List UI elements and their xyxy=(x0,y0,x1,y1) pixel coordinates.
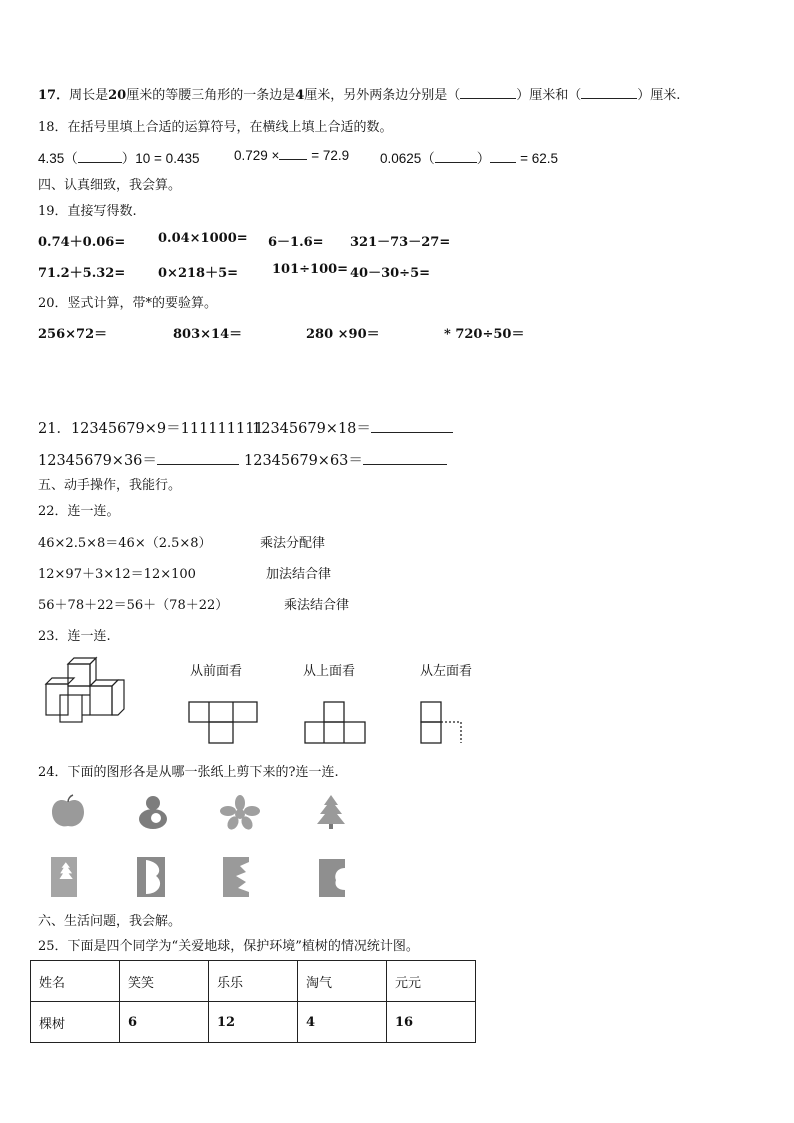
gourd-shape-icon xyxy=(136,794,170,830)
q21-l1b-text: 12345679×18＝ xyxy=(252,421,371,437)
q17-text-e: ）厘米. xyxy=(637,88,681,103)
left-view-figure xyxy=(420,701,466,745)
table-cell: 乐乐 xyxy=(209,961,298,1002)
q18-e3-mid: ） xyxy=(476,151,491,166)
q21-line-2a xyxy=(38,449,239,470)
tree-shape-icon xyxy=(316,794,346,830)
q20-item-4: * 720÷50＝ xyxy=(444,327,525,342)
table-cell: 4 xyxy=(298,1002,387,1043)
front-view-figure xyxy=(188,701,260,745)
q17-text-a: 周长是 xyxy=(69,88,109,103)
q17-text-b: 厘米的等腰三角形的一条边是 xyxy=(126,88,296,103)
q23-view-front-label: 从前面看 xyxy=(190,664,243,679)
paper-gourd-cut-icon xyxy=(136,856,166,898)
q19-r1-c2: 0.04×1000= xyxy=(158,231,248,246)
table-cell: 棵树 xyxy=(31,1002,120,1043)
q18-expression-1 xyxy=(38,147,199,167)
q18-title: 18．在括号里填上合适的运算符号，在横线上填上合适的数。 xyxy=(38,120,393,135)
q24-title: 24．下面的图形各是从哪一张纸上剪下来的?连一连. xyxy=(38,765,339,780)
paper-flower-cut-icon xyxy=(222,856,250,898)
q20-item-3: 280 ×90＝ xyxy=(306,327,380,342)
q20-item-1: 256×72＝ xyxy=(38,327,108,342)
q19-r2-c4: 40－30÷5= xyxy=(350,266,431,281)
apple-shape-icon xyxy=(50,795,86,829)
table-cell: 16 xyxy=(387,1002,476,1043)
table-cell: 12 xyxy=(209,1002,298,1043)
cube-stack-figure xyxy=(44,657,134,725)
q23-view-left-label: 从左面看 xyxy=(420,664,473,679)
q23-title: 23．连一连. xyxy=(38,629,111,644)
q22-right-3: 乘法结合律 xyxy=(284,598,350,613)
q18-blank-2[interactable] xyxy=(279,147,307,160)
q21-blank-2[interactable] xyxy=(157,452,239,465)
q18-e1-right: ）10 = 0.435 xyxy=(121,151,200,166)
table-cell: 笑笑 xyxy=(120,961,209,1002)
q18-blank-3[interactable] xyxy=(435,150,477,163)
q22-left-3: 56＋78＋22＝56＋（78＋22） xyxy=(38,598,229,613)
section-5-heading: 五、动手操作，我能行。 xyxy=(38,478,182,493)
table-cell: 淘气 xyxy=(298,961,387,1002)
q17-text-c: 厘米，另外两条边分别是（ xyxy=(304,88,461,103)
q18-blank-1[interactable] xyxy=(78,150,122,163)
q21-line-1b xyxy=(252,417,453,438)
q18-e2-left: 0.729 × xyxy=(234,148,280,163)
q22-title: 22．连一连。 xyxy=(38,504,120,519)
q22-right-1: 乘法分配律 xyxy=(260,536,326,551)
table-row xyxy=(31,1002,476,1043)
q25-title: 25．下面是四个同学为“关爱地球，保护环境”植树的情况统计图。 xyxy=(38,939,419,954)
q17-blank-2[interactable] xyxy=(581,86,637,99)
question-17 xyxy=(38,84,680,103)
q22-left-1: 46×2.5×8＝46×（2.5×8） xyxy=(38,536,212,551)
q21-line-2b xyxy=(244,449,447,470)
q19-r1-c3: 6－1.6= xyxy=(268,235,324,250)
q19-r2-c1: 71.2＋5.32= xyxy=(38,266,126,281)
q21-l2b-text: 12345679×63＝ xyxy=(244,453,363,469)
q17-value-4: 4 xyxy=(295,88,305,103)
q19-r2-c3: 101÷100= xyxy=(272,262,349,277)
table-cell: 姓名 xyxy=(31,961,120,1002)
q21-blank-1[interactable] xyxy=(371,420,453,433)
section-4-heading: 四、认真细致，我会算。 xyxy=(38,178,182,193)
table-cell: 6 xyxy=(120,1002,209,1043)
q18-blank-4[interactable] xyxy=(490,150,516,163)
q17-text-d: ）厘米和（ xyxy=(516,88,582,103)
section-6-heading: 六、生活问题，我会解。 xyxy=(38,914,182,929)
q17-number: 17． xyxy=(38,88,70,103)
q18-e1-left: 4.35（ xyxy=(38,151,78,166)
table-cell: 元元 xyxy=(387,961,476,1002)
q17-value-20: 20 xyxy=(108,88,127,103)
q19-title: 19．直接写得数. xyxy=(38,204,137,219)
paper-apple-cut-icon xyxy=(318,858,348,898)
q19-r1-c1: 0.74＋0.06= xyxy=(38,235,126,250)
q22-right-2: 加法结合律 xyxy=(266,567,332,582)
q19-r2-c2: 0×218＋5= xyxy=(158,266,239,281)
q18-expression-2 xyxy=(234,147,349,163)
top-view-figure xyxy=(304,701,368,745)
table-header-row xyxy=(31,961,476,1002)
q22-left-2: 12×97＋3×12＝12×100 xyxy=(38,567,196,582)
q20-item-2: 803×14＝ xyxy=(173,327,243,342)
q17-blank-1[interactable] xyxy=(460,86,516,99)
q19-r1-c4: 321－73－27= xyxy=(350,235,451,250)
q18-e3-right: = 62.5 xyxy=(520,151,558,166)
q21-blank-3[interactable] xyxy=(363,452,447,465)
q20-title: 20．竖式计算，带*的要验算。 xyxy=(38,296,218,311)
q18-expression-3 xyxy=(380,147,558,167)
paper-tree-cut-icon xyxy=(50,856,78,898)
q18-e3-left: 0.0625（ xyxy=(380,151,435,166)
flower-shape-icon xyxy=(220,796,260,830)
tree-planting-table xyxy=(30,960,476,1043)
q21-line-1a: 21．12345679×9＝111111111 xyxy=(38,421,264,437)
q23-view-top-label: 从上面看 xyxy=(303,664,356,679)
q21-l2a-text: 12345679×36＝ xyxy=(38,453,157,469)
q18-e2-right: = 72.9 xyxy=(311,148,350,163)
